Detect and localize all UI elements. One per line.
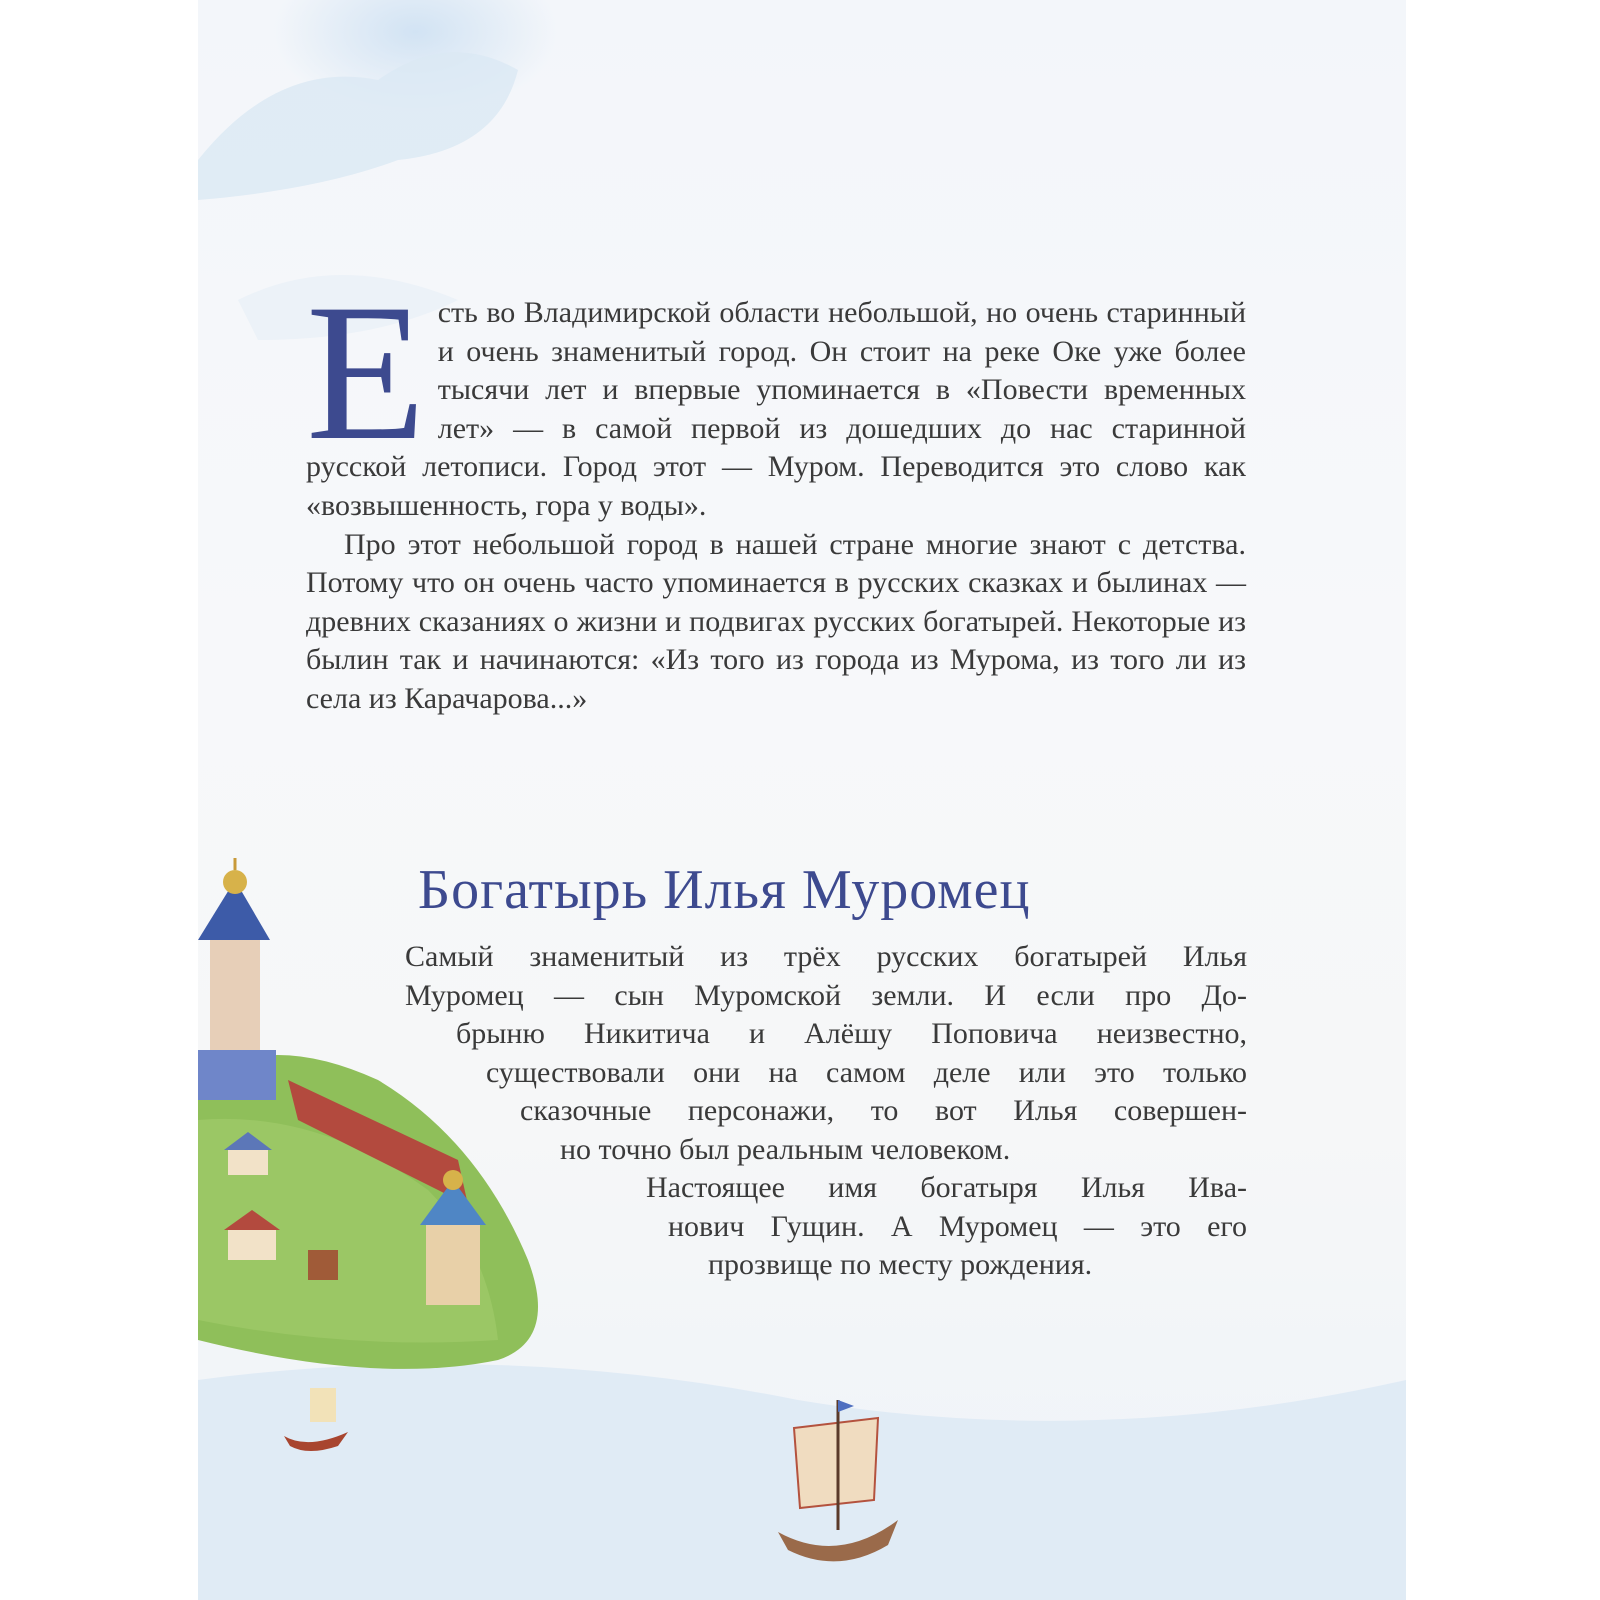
section-line: Самый знаменитый из трёх русских богатырей Илья <box>405 940 1247 973</box>
page-margin-right <box>1406 0 1600 1600</box>
church-tower <box>210 940 260 1050</box>
section-heading: Богатырь Илья Муромец <box>418 859 1031 921</box>
section-line: Настоящее имя богатыря Илья Ива- <box>646 1171 1247 1204</box>
section-line: существовали они на самом деле или это только <box>486 1056 1247 1089</box>
church-small <box>426 1225 480 1305</box>
illustration <box>198 0 1406 1600</box>
section-line: но точно был реальным человеком. <box>560 1133 1011 1166</box>
intro-paragraph-2: Про этот небольшой город в нашей стране многие знают с детства. Потому что он очень часто упоминается в русских сказках и былинах — древних сказаниях о жизни и подвигах русских богатырей. Некоторые из былин так и начинаются: «Из того из города из Мурома, из того ли из села из Карачарова...» <box>306 527 1246 715</box>
drop-cap: Е <box>306 264 426 481</box>
intro-text <box>306 264 1246 719</box>
book-page <box>198 0 1406 1600</box>
page-margin-left <box>0 0 198 1600</box>
section-line: сказочные персонажи, то вот Илья совершен- <box>520 1094 1247 1127</box>
cloud-shape <box>198 52 518 200</box>
intro-paragraph-1: сть во Владимирской области небольшой, но очень старинный и очень знаменитый город. Он стоит на реке Оке уже более тысячи лет и впервые упоминается в «Повести временных лет» — в самой первой из дошедших до нас старинной русской летописи. Город этот — Муром. Переводится это слово как «возвышенность, гора у воды». <box>306 296 1246 522</box>
section-line: нович Гущин. А Муромец — это его <box>668 1210 1247 1243</box>
section-line: брыню Никитича и Алёшу Поповича неизвестно, <box>456 1017 1247 1050</box>
section-line: прозвище по месту рождения. <box>708 1248 1093 1281</box>
section-line: Муромец — сын Муромской земли. И если про До- <box>405 979 1247 1012</box>
